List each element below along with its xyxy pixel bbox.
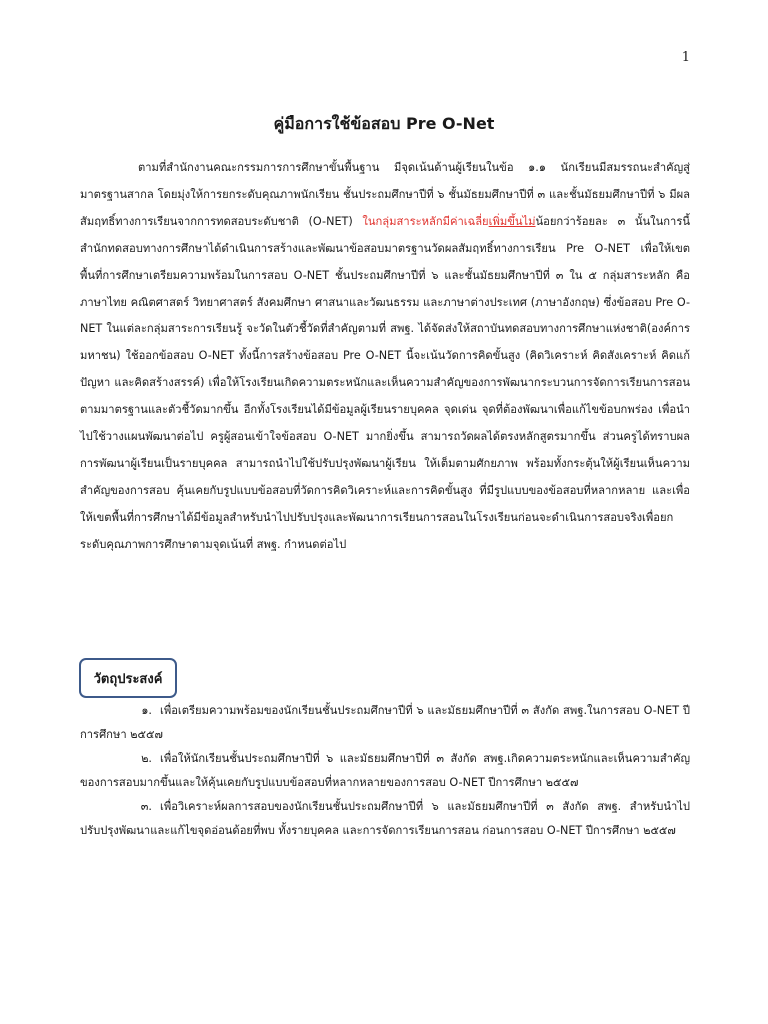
intro-text-part2: น้อยกว่าร้อยละ ๓ นั้นในการนี้สำนักทดสอบทางการศึกษาได้ดำเนินการสร้างและพัฒนาข้อสอบมาตรฐานวัดผลสัมฤทธิ์ทางการเรียน Pre O-NET เพื่อให้เขตพื้นที่การศึกษาเตรียมความพร้อมในการสอบ O-NET ชั้นประถมศึกษาปีที่ ๖ และชั้นมัธยมศึกษาปีที่ ๓ ใน ๕ กลุ่มสาระหลัก คือ ภาษาไทย คณิตศาสตร์ วิทยาศาสตร์ สังคมศึกษา ศาสนาและวัฒนธรรม และภาษาต่างประเทศ (ภาษาอังกฤษ) ซึ่งข้อสอบ Pre O-NET ในแต่ละกลุ่มสาระการเรียนรู้ จะวัดในตัวชี้วัดที่สำคัญตามที่ สพฐ. ได้จัดส่งให้สถาบันทดสอบทางการศึกษาแห่งชาติ(องค์การมหาชน) ใช้ออกข้อสอบ O-NET ทั้งนี้การสร้างข้อสอบ Pre O-NET นี้จะเน้นวัดการคิดขั้นสูง (คิดวิเคราะห์ คิดสังเคราะห์ คิดแก้ปัญหา และคิดสร้างสรรค์) เพื่อให้โรงเรียนเกิดความตระหนักและเห็นความสำคัญของการพัฒนากระบวนการจัดการเรียนการสอนตามมาตรฐานและตัวชี้วัดมากขึ้น อีกทั้งโรงเรียนได้มีข้อมูลผู้เรียนรายบุคคล จุดเด่น จุดที่ต้องพัฒนาเพื่อแก้ไขข้อบกพร่อง เพื่อนำไปใช้วางแผนพัฒนาต่อไป ครูผู้สอนเข้าใจข้อสอบ O-NET มากยิ่งขึ้น สามารถวัดผลได้ตรงหลักสูตรมากขึ้น ส่วนครูได้ทราบผลการพัฒนาผู้เรียนเป็นรายบุคคล สามารถนำไปใช้ปรับปรุงพัฒนาผู้เรียน ให้เต็มตามศักยภาพ พร้อมทั้งกระตุ้นให้ผู้เรียนเห็นความสำคัญของการสอบ คุ้นเคยกับรูปแบบข้อสอบที่วัดการคิดวิเคราะห์และการคิดขั้นสูง ที่มีรูปแบบของข้อสอบที่หลากหลาย และเพื่อให้เขตพื้นที่การศึกษาได้มีข้อมูลสำหรับนำไปปรับปรุงและพัฒนาการเรียนการสอนในโรงเรียนก่อนจะดำเนินการสอบจริงเพื่อยกระดับคุณภาพการศึกษาตามจุดเน้นที่ สพฐ. กำหนดต่อไป bbox=[80, 214, 690, 551]
objectives-heading-box bbox=[79, 658, 177, 698]
objective-item bbox=[80, 747, 690, 795]
intro-text-part1: ตามที่สำนักงานคณะกรรมการการศึกษาขั้นพื้นฐาน มีจุดเน้นด้านผู้เรียนในข้อ ๑.๑ นักเรียนมีสมรรถนะสำคัญสู่มาตรฐานสากล โดยมุ่งให้การยกระดับคุณภาพนักเรียน ชั้นประถมศึกษาปีที่ ๖ ชั้นมัธยมศึกษาปีที่ ๓ และชั้นมัธยมศึกษาปีที่ ๖ มีผลสัมฤทธิ์ทางการเรียนจากการทดสอบระดับชาติ (O-NET) bbox=[80, 161, 690, 228]
objective-number: ๓. bbox=[140, 800, 152, 813]
intro-highlight-a: ในกลุ่มสาระหลักมีค่าเฉลี่ย bbox=[362, 214, 489, 228]
objective-number: ๑. bbox=[141, 704, 152, 717]
intro-paragraph bbox=[80, 155, 690, 559]
document-title: คู่มือการใช้ข้อสอบ Pre O-Net bbox=[273, 114, 495, 133]
objective-number: ๒. bbox=[141, 752, 152, 765]
objective-text: เพื่อวิเคราะห์ผลการสอบของนักเรียนชั้นประถมศึกษาปีที่ ๖ และมัธยมศึกษาปีที่ ๓ สังกัด สพฐ. สำหรับนำไปปรับปรุงพัฒนาและแก้ไขจุดอ่อนด้อยที่พบ ทั้งรายบุคคล และการจัดการเรียนการสอน ก่อนการสอบ O-NET ปีการศึกษา ๒๕๕๗ bbox=[80, 800, 690, 837]
objective-text: เพื่อให้นักเรียนชั้นประถมศึกษาปีที่ ๖ และมัธยมศึกษาปีที่ ๓ สังกัด สพฐ.เกิดความตระหนักและเห็นความสำคัญของการสอบมากขึ้นและให้คุ้นเคยกับรูปแบบข้อสอบที่หลากหลายของการสอบ O-NET ปีการศึกษา ๒๕๕๗ bbox=[80, 752, 690, 789]
objectives-heading: วัตถุประสงค์ bbox=[93, 671, 163, 687]
intro-highlight-b: เพิ่มขึ้นไม่ bbox=[488, 214, 536, 228]
objective-item bbox=[80, 795, 690, 843]
objective-item bbox=[80, 699, 690, 747]
objective-text: เพื่อเตรียมความพร้อมของนักเรียนชั้นประถมศึกษาปีที่ ๖ และมัธยมศึกษาปีที่ ๓ สังกัด สพฐ.ในการสอบ O-NET ปีการศึกษา ๒๕๕๗ bbox=[80, 704, 690, 741]
page-number: 1 bbox=[681, 50, 690, 65]
objectives-list bbox=[80, 699, 690, 843]
